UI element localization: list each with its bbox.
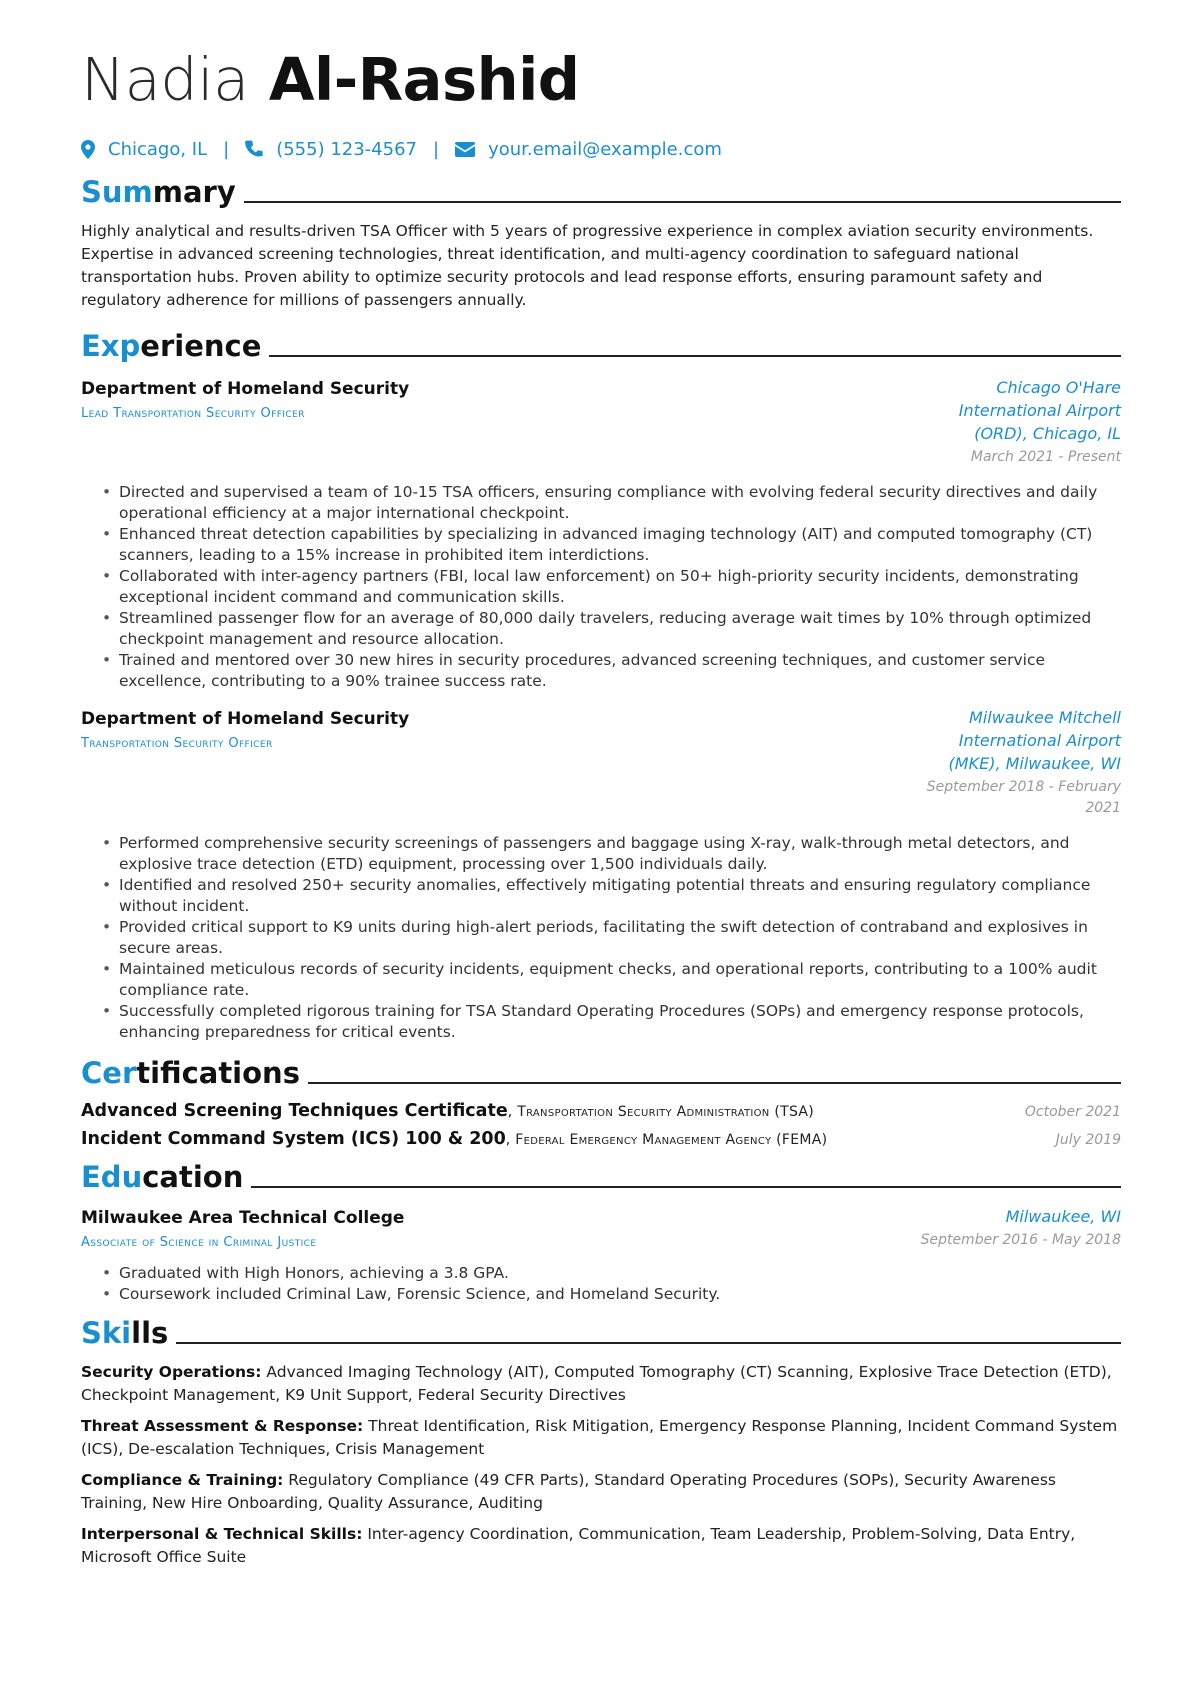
job-location: Milwaukee Mitchell International Airport (MKE), Milwaukee, WI: [948, 708, 1121, 773]
section-title: Experience: [81, 329, 262, 363]
certification-issuer: , Transportation Security Administration (TSA): [507, 1104, 815, 1120]
job-header: [81, 376, 1121, 468]
skill-group: [81, 1415, 1121, 1461]
skill-group-label: Threat Assessment & Response:: [81, 1417, 364, 1435]
education-bullets: [81, 1263, 1121, 1305]
skill-group: [81, 1469, 1121, 1515]
list-item: • Trained and mentored over 30 new hires in security procedures, advanced screening techniques, and customer service excellence, contributing to a 90% trainee success rate.: [81, 650, 1121, 692]
certification-date: July 2019: [1055, 1132, 1121, 1148]
skill-group-items: Advanced Imaging Technology (AIT), Computed Tomography (CT) Scanning, Explosive Trace Detection (ETD), Checkpoint Management, K9 Unit Support, Federal Security Directives: [81, 1363, 1112, 1404]
section-title: Education: [81, 1160, 244, 1194]
contact-phone: [245, 139, 417, 160]
skill-group-items: Threat Identification, Risk Mitigation, Emergency Response Planning, Incident Command System (ICS), De-escalation Techniques, Crisis Management: [81, 1417, 1118, 1458]
list-item: • Successfully completed rigorous training for TSA Standard Operating Procedures (SOPs) and emergency response protocols, enhancing preparedness for critical events.: [81, 1001, 1121, 1043]
certification-item: [81, 1101, 1121, 1121]
phone-icon: [245, 140, 263, 158]
list-item: • Identified and resolved 250+ security anomalies, effectively mitigating potential threats and ensuring regulatory compliance without incident.: [81, 875, 1121, 917]
location-pin-icon: [81, 140, 95, 159]
skill-group-label: Compliance & Training:: [81, 1471, 284, 1489]
job-organization: Department of Homeland Security: [81, 379, 410, 399]
section-title: Summary: [81, 175, 236, 209]
section-rule: [251, 1186, 1121, 1188]
candidate-name: [81, 40, 1121, 120]
education-heading: [81, 1155, 1121, 1195]
section-rule: [244, 201, 1121, 203]
list-item: • Directed and supervised a team of 10-15 TSA officers, ensuring compliance with evolving federal security directives and daily operational efficiency at a major international checkpoint.: [81, 482, 1121, 524]
job-role: Lead Transportation Security Officer: [81, 406, 305, 421]
job-location: Chicago O'Hare International Airport (ORD), Chicago, IL: [958, 378, 1121, 443]
contact-location: [81, 139, 207, 160]
certification-name: Advanced Screening Techniques Certificate: [81, 1101, 508, 1121]
contact-separator: |: [223, 138, 230, 160]
skill-group-label: Security Operations:: [81, 1363, 262, 1381]
certification-name: Incident Command System (ICS) 100 & 200: [81, 1129, 506, 1149]
location-text: Chicago, IL: [108, 138, 208, 160]
certification-issuer: , Federal Emergency Management Agency (FEMA): [505, 1132, 828, 1148]
skill-group-label: Interpersonal & Technical Skills:: [81, 1525, 363, 1543]
education-dates: September 2016 - May 2018: [920, 1232, 1121, 1248]
skill-group-items: Inter-agency Coordination, Communication, Team Leadership, Problem-Solving, Data Entry, Microsoft Office Suite: [81, 1525, 1076, 1566]
section-title: Certifications: [81, 1056, 300, 1090]
list-item: • Performed comprehensive security screenings of passengers and baggage using X-ray, walk-through metal detectors, and explosive trace detection (ETD) equipment, processing over 1,500 individuals daily.: [81, 833, 1121, 875]
first-name: Nadia: [81, 45, 249, 114]
experience-heading: [81, 324, 1121, 364]
email-link[interactable]: your.email@example.com: [488, 138, 722, 160]
section-rule: [308, 1082, 1121, 1084]
resume-content: [81, 40, 1121, 1569]
section-rule: [176, 1342, 1121, 1344]
job-header: [81, 706, 1121, 819]
list-item: • Maintained meticulous records of security incidents, equipment checks, and operational reports, contributing to a 100% audit compliance rate.: [81, 959, 1121, 1001]
certification-date: October 2021: [1024, 1104, 1121, 1120]
certifications-heading: [81, 1051, 1121, 1091]
skill-group: [81, 1361, 1121, 1407]
job-organization: Department of Homeland Security: [81, 709, 410, 729]
list-item: • Graduated with High Honors, achieving a 3.8 GPA.: [81, 1263, 1121, 1284]
job-bullets: [81, 833, 1121, 1043]
contact-email: [455, 139, 722, 160]
list-item: • Enhanced threat detection capabilities by specializing in advanced imaging technology (AIT) and computed tomography (CT) scanners, leading to a 15% increase in prohibited item interdictions.: [81, 524, 1121, 566]
section-rule: [269, 355, 1121, 357]
job-bullets: [81, 482, 1121, 692]
degree-name: Associate of Science in Criminal Justice: [81, 1235, 317, 1250]
email-icon: [455, 142, 475, 157]
skills-heading: [81, 1311, 1121, 1351]
last-name: Al-Rashid: [268, 45, 580, 114]
phone-text[interactable]: (555) 123-4567: [276, 138, 417, 160]
skill-group-items: Regulatory Compliance (49 CFR Parts), Standard Operating Procedures (SOPs), Security Awareness Training, New Hire Onboarding, Quality Assurance, Auditing: [81, 1471, 1056, 1512]
certification-item: [81, 1129, 1121, 1149]
list-item: • Provided critical support to K9 units during high-alert periods, facilitating the swift detection of contraband and explosives in secure areas.: [81, 917, 1121, 959]
job-entry: [81, 376, 1121, 692]
education-location: Milwaukee, WI: [1005, 1207, 1121, 1226]
list-item: • Streamlined passenger flow for an average of 80,000 daily travelers, reducing average wait times by 10% through optimized checkpoint management and resource allocation.: [81, 608, 1121, 650]
list-item: • Coursework included Criminal Law, Forensic Science, and Homeland Security.: [81, 1284, 1121, 1305]
job-role: Transportation Security Officer: [81, 736, 273, 751]
summary-heading: [81, 170, 1121, 210]
list-item: • Collaborated with inter-agency partners (FBI, local law enforcement) on 50+ high-priority security incidents, demonstrating exceptional incident command and communication skills.: [81, 566, 1121, 608]
job-entry: [81, 706, 1121, 1043]
job-dates: March 2021 - Present: [970, 449, 1121, 465]
education-header: [81, 1205, 1121, 1253]
contact-separator: |: [433, 138, 440, 160]
contact-bar: [81, 134, 1121, 164]
summary-text: Highly analytical and results-driven TSA Officer with 5 years of progressive experience in complex aviation security environments. Expertise in advanced screening technologies, threat identification, and multi-agency coordination to safeguard national transportation hubs. Proven ability to optimize security protocols and lead response efforts, ensuring paramount safety and regulatory adherence for millions of passengers annually.: [81, 222, 1094, 309]
job-dates: September 2018 - February 2021: [926, 779, 1121, 816]
school-name: Milwaukee Area Technical College: [81, 1208, 405, 1228]
skill-group: [81, 1523, 1121, 1569]
section-title: Skills: [81, 1316, 169, 1350]
